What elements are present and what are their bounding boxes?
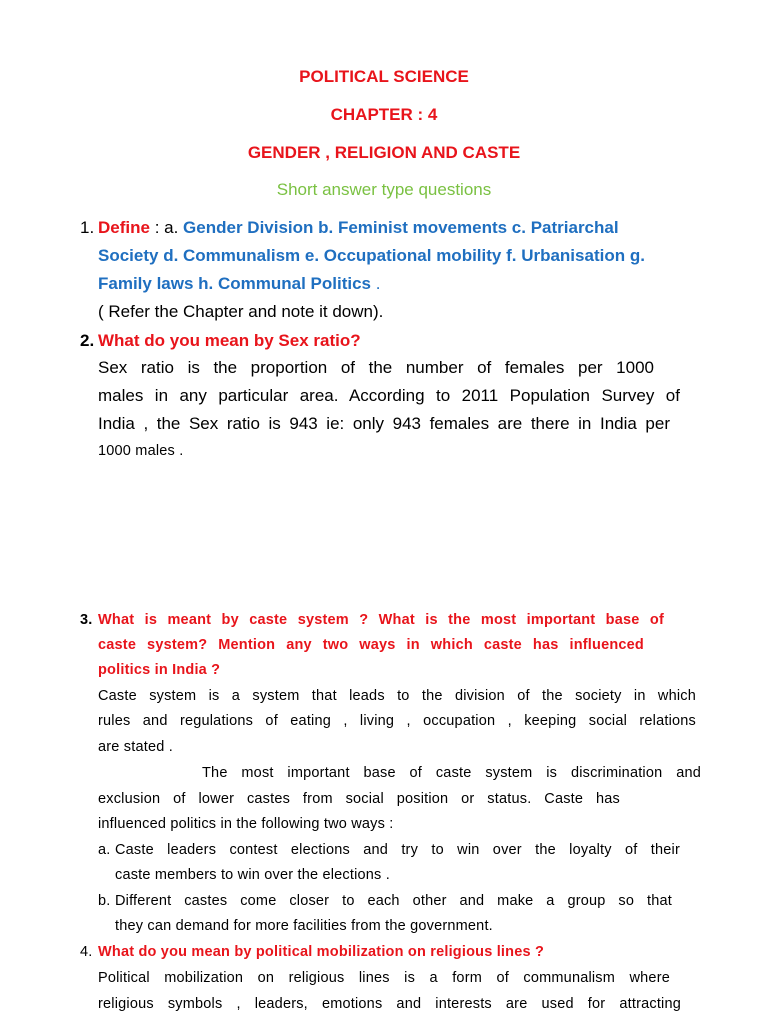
define-separator: : a. [149, 218, 184, 237]
question-number-4: 4. [80, 944, 93, 960]
define-terms-end: . [371, 274, 381, 293]
chapter-title: GENDER , RELIGION AND CASTE [247, 143, 521, 162]
question-1-line-1 [98, 218, 619, 238]
answer-3-line-5: exclusion of lower castes from social position or status. Caste has [98, 791, 620, 807]
answer-3-line-2: rules and regulations of eating , living , occupation , keeping social relations [98, 713, 696, 729]
point-b-label: b. [98, 893, 111, 909]
question-3-line-2: caste system? Mention any two ways in which caste has influenced [98, 637, 644, 653]
answer-4-line-2: religious symbols , leaders, emotions and interests are used for attracting [98, 996, 681, 1012]
chapter-number: CHAPTER : 4 [330, 105, 438, 124]
point-a-label: a. [98, 842, 111, 858]
point-b-line-1: Different castes come closer to each other and make a group so that [115, 893, 672, 909]
question-4-text: What do you mean by political mobilization on religious lines ? [98, 944, 545, 960]
define-terms-2: Society d. Communalism e. Occupational mobility f. Urbanisation g. [98, 246, 645, 265]
question-2-text: What do you mean by Sex ratio? [98, 331, 361, 350]
answer-2-line-4: 1000 males . [98, 443, 184, 459]
point-a-line-1: Caste leaders contest elections and try to win over the loyalty of their [115, 842, 680, 858]
point-a-line-2: caste members to win over the elections . [115, 867, 390, 883]
answer-3-line-4: The most important base of caste system is discrimination and [202, 765, 701, 781]
answer-2-line-1: Sex ratio is the proportion of the number of females per 1000 [98, 358, 654, 377]
answer-3-line-1: Caste system is a system that leads to the division of the society in which [98, 688, 696, 704]
section-heading: Short answer type questions [276, 180, 492, 199]
define-terms-3: Family laws h. Communal Politics [98, 274, 372, 293]
define-terms-1: Gender Division b. Feminist movements c. Patriarchal [183, 218, 619, 237]
question-number-2: 2. [80, 331, 95, 350]
question-number-3: 3. [80, 612, 93, 628]
answer-3-line-3: are stated . [98, 739, 173, 755]
define-label: Define [98, 218, 150, 237]
question-3-line-3: politics in India ? [98, 662, 221, 678]
answer-4-line-1: Political mobilization on religious lines is a form of communalism where [98, 970, 670, 986]
answer-2-line-3: India , the Sex ratio is 943 ie: only 943 females are there in India per [98, 414, 670, 433]
answer-2-line-2: males in any particular area. According to 2011 Population Survey of [98, 386, 680, 405]
question-3-line-1: What is meant by caste system ? What is the most important base of [98, 612, 664, 628]
question-1-line-3 [98, 274, 380, 294]
page-subject: POLITICAL SCIENCE [299, 67, 469, 86]
answer-3-line-6: influenced politics in the following two ways : [98, 816, 394, 832]
question-1-note: ( Refer the Chapter and note it down). [98, 302, 384, 321]
question-number-1: 1. [80, 218, 95, 237]
point-b-line-2: they can demand for more facilities from the government. [115, 918, 493, 934]
